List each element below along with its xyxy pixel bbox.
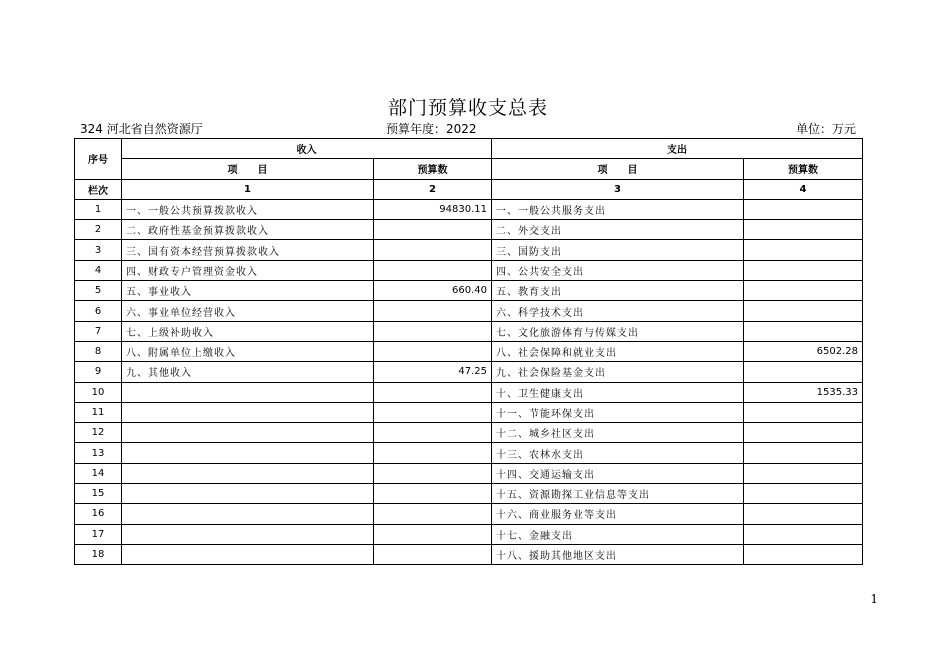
income-item-cell xyxy=(122,402,374,422)
header-expense-amount: 预算数 xyxy=(744,159,863,179)
row-number: 5 xyxy=(75,281,122,301)
income-amount-cell xyxy=(374,382,492,402)
row-number: 7 xyxy=(75,321,122,341)
income-item-cell xyxy=(122,382,374,402)
expense-item-cell: 十八、援助其他地区支出 xyxy=(492,544,744,564)
income-amount-cell xyxy=(374,301,492,321)
income-item-cell xyxy=(122,423,374,443)
page-number: 1 xyxy=(870,592,878,606)
table-row xyxy=(75,362,863,382)
expense-amount-cell xyxy=(744,402,863,422)
income-item-cell: 五、事业收入 xyxy=(122,281,374,301)
expense-amount-cell xyxy=(744,504,863,524)
column-number-1: 1 xyxy=(122,179,374,199)
income-item-cell xyxy=(122,443,374,463)
table-row xyxy=(75,301,863,321)
table-row xyxy=(75,281,863,301)
table-row xyxy=(75,504,863,524)
row-number: 8 xyxy=(75,341,122,361)
income-item-cell: 八、附属单位上缴收入 xyxy=(122,341,374,361)
income-amount-cell xyxy=(374,504,492,524)
income-item-cell: 一、一般公共预算拨款收入 xyxy=(122,199,374,219)
income-amount-cell xyxy=(374,321,492,341)
table-row xyxy=(75,240,863,260)
row-number: 12 xyxy=(75,423,122,443)
income-item-cell xyxy=(122,484,374,504)
table-row xyxy=(75,423,863,443)
expense-item-cell: 十一、节能环保支出 xyxy=(492,402,744,422)
income-item-cell: 二、政府性基金预算拨款收入 xyxy=(122,220,374,240)
income-amount-cell: 94830.11 xyxy=(374,199,492,219)
expense-amount-cell: 1535.33 xyxy=(744,382,863,402)
expense-amount-cell xyxy=(744,321,863,341)
table-row xyxy=(75,260,863,280)
row-number: 15 xyxy=(75,484,122,504)
expense-item-cell: 十五、资源勘探工业信息等支出 xyxy=(492,484,744,504)
income-item-cell: 九、其他收入 xyxy=(122,362,374,382)
column-number-3: 3 xyxy=(492,179,744,199)
income-amount-cell xyxy=(374,260,492,280)
income-item-cell xyxy=(122,504,374,524)
row-number: 1 xyxy=(75,199,122,219)
unit-label: 单位：万元 xyxy=(795,122,856,136)
expense-item-cell: 十三、农林水支出 xyxy=(492,443,744,463)
income-amount-cell xyxy=(374,443,492,463)
expense-amount-cell xyxy=(744,484,863,504)
unit-code-name: 324 河北省自然资源厅 xyxy=(80,122,203,136)
budget-year: 预算年度：2022 xyxy=(386,122,477,136)
table-row xyxy=(75,321,863,341)
expense-amount-cell: 6502.28 xyxy=(744,341,863,361)
row-number: 10 xyxy=(75,382,122,402)
table-row xyxy=(75,382,863,402)
expense-amount-cell xyxy=(744,260,863,280)
expense-item-cell: 六、科学技术支出 xyxy=(492,301,744,321)
expense-item-cell: 十六、商业服务业等支出 xyxy=(492,504,744,524)
income-amount-cell xyxy=(374,240,492,260)
row-number: 13 xyxy=(75,443,122,463)
row-number: 6 xyxy=(75,301,122,321)
column-number-label: 栏次 xyxy=(75,179,122,199)
expense-amount-cell xyxy=(744,199,863,219)
table-row xyxy=(75,341,863,361)
expense-amount-cell xyxy=(744,423,863,443)
income-amount-cell xyxy=(374,463,492,483)
income-amount-cell xyxy=(374,524,492,544)
expense-item-cell: 十四、交通运输支出 xyxy=(492,463,744,483)
header-row-1 xyxy=(75,139,863,159)
table-row xyxy=(75,524,863,544)
income-amount-cell xyxy=(374,484,492,504)
row-number: 3 xyxy=(75,240,122,260)
expense-item-cell: 十、卫生健康支出 xyxy=(492,382,744,402)
header-expense: 支出 xyxy=(492,139,863,159)
header-seq: 序号 xyxy=(75,139,122,180)
header-income-amount: 预算数 xyxy=(374,159,492,179)
expense-amount-cell xyxy=(744,524,863,544)
row-number: 14 xyxy=(75,463,122,483)
row-number: 16 xyxy=(75,504,122,524)
income-amount-cell xyxy=(374,544,492,564)
column-number-row xyxy=(75,179,863,199)
income-item-cell xyxy=(122,463,374,483)
expense-item-cell: 四、公共安全支出 xyxy=(492,260,744,280)
expense-item-cell: 二、外交支出 xyxy=(492,220,744,240)
table-row xyxy=(75,402,863,422)
table-row xyxy=(75,443,863,463)
row-number: 2 xyxy=(75,220,122,240)
table-row xyxy=(75,544,863,564)
row-number: 11 xyxy=(75,402,122,422)
header-income: 收入 xyxy=(122,139,492,159)
expense-amount-cell xyxy=(744,544,863,564)
header-expense-item: 项 目 xyxy=(492,159,744,179)
expense-amount-cell xyxy=(744,443,863,463)
expense-item-cell: 五、教育支出 xyxy=(492,281,744,301)
table-row xyxy=(75,220,863,240)
expense-amount-cell xyxy=(744,362,863,382)
income-amount-cell xyxy=(374,402,492,422)
column-number-4: 4 xyxy=(744,179,863,199)
table-row xyxy=(75,199,863,219)
expense-amount-cell xyxy=(744,463,863,483)
table-row xyxy=(75,463,863,483)
income-item-cell xyxy=(122,524,374,544)
column-number-2: 2 xyxy=(374,179,492,199)
row-number: 4 xyxy=(75,260,122,280)
income-item-cell: 三、国有资本经营预算拨款收入 xyxy=(122,240,374,260)
income-item-cell: 六、事业单位经营收入 xyxy=(122,301,374,321)
income-item-cell xyxy=(122,544,374,564)
expense-item-cell: 三、国防支出 xyxy=(492,240,744,260)
expense-item-cell: 十二、城乡社区支出 xyxy=(492,423,744,443)
table-row xyxy=(75,484,863,504)
header-row-2 xyxy=(75,159,863,179)
expense-amount-cell xyxy=(744,220,863,240)
expense-item-cell: 十七、金融支出 xyxy=(492,524,744,544)
header-income-item: 项 目 xyxy=(122,159,374,179)
row-number: 18 xyxy=(75,544,122,564)
row-number: 9 xyxy=(75,362,122,382)
income-amount-cell: 660.40 xyxy=(374,281,492,301)
income-amount-cell xyxy=(374,341,492,361)
expense-amount-cell xyxy=(744,281,863,301)
income-amount-cell: 47.25 xyxy=(374,362,492,382)
expense-item-cell: 九、社会保险基金支出 xyxy=(492,362,744,382)
income-item-cell: 七、上级补助收入 xyxy=(122,321,374,341)
budget-summary-table xyxy=(74,138,863,565)
expense-amount-cell xyxy=(744,240,863,260)
income-item-cell: 四、财政专户管理资金收入 xyxy=(122,260,374,280)
document-title: 部门预算收支总表 xyxy=(387,97,548,119)
expense-amount-cell xyxy=(744,301,863,321)
expense-item-cell: 八、社会保障和就业支出 xyxy=(492,341,744,361)
income-amount-cell xyxy=(374,220,492,240)
expense-item-cell: 一、一般公共服务支出 xyxy=(492,199,744,219)
income-amount-cell xyxy=(374,423,492,443)
expense-item-cell: 七、文化旅游体育与传媒支出 xyxy=(492,321,744,341)
row-number: 17 xyxy=(75,524,122,544)
